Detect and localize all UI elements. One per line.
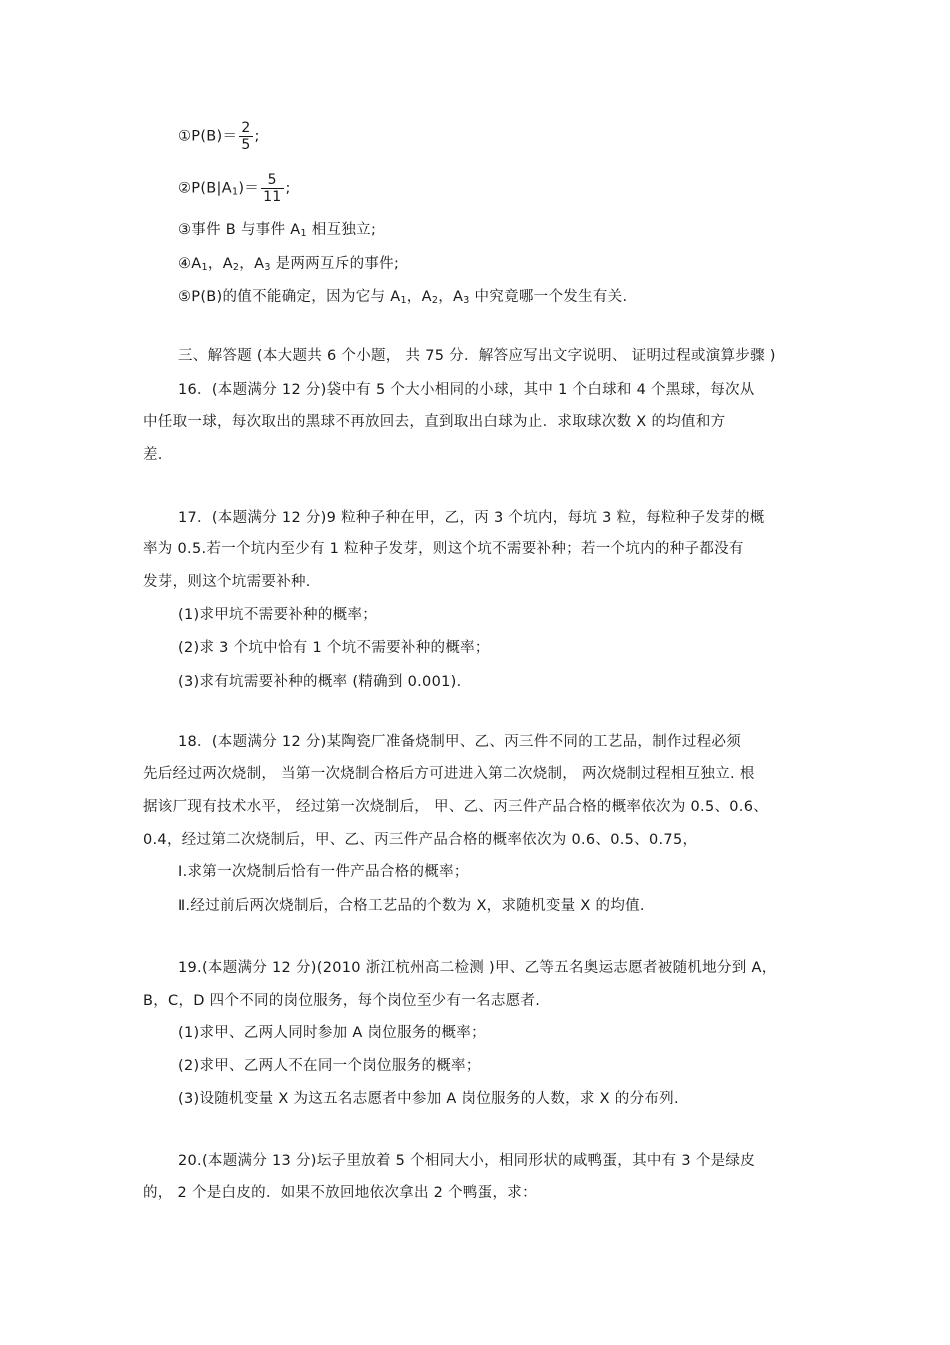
fraction: $\frac{2}{5}$ [241, 120, 251, 153]
q20-line-1: 20.(本题满分 13 分)坛子里放着 5 个相同大小，相同形状的咸鸭蛋，其中有 3 个是绿皮 [178, 1153, 756, 1169]
q18-part-1: Ⅰ.求第一次烧制后恰有一件产品合格的概率； [178, 864, 469, 880]
q18-part-2: Ⅱ.经过前后两次烧制后，合格工艺品的个数为 X，求随机变量 X 的均值. [178, 898, 645, 914]
q17-line-1: 17．(本题满分 12 分)9 粒种子种在甲，乙，丙 3 个坑内，每坑 3 粒，每粒种子发芽的概 [178, 510, 765, 526]
q19-line-2: B，C，D 四个不同的岗位服务，每个岗位至少有一名志愿者. [143, 993, 541, 1009]
section-heading: 三、解答题 (本大题共 6 个小题， 共 75 分．解答应写出文字说明、 证明过程或演算步骤 ) [178, 348, 776, 364]
q16-line-2: 中任取一球，每次取出的黑球不再放回去，直到取出白球为止．求取球次数 X 的均值和方 [143, 414, 726, 430]
q19-part-1: (1)求甲、乙两人同时参加 A 岗位服务的概率； [178, 1025, 486, 1041]
option-3: ③事件 B 与事件 $A_1$ 相互独立; [178, 222, 377, 239]
option-5: ⑤P(B)的值不能确定，因为它与 $A_1$，$A_2$，$A_3$ 中究竟哪一个发生有关. [178, 289, 628, 306]
q16-line-1: 16．(本题满分 12 分)袋中有 5 个大小相同的小球，其中 1 个白球和 4 个黑球，每次从 [178, 382, 755, 398]
option-2: $②P(B|A_1)=$ $\frac{5}{11}$ ; [178, 172, 291, 205]
q18-line-2: 先后经过两次烧制， 当第一次烧制合格后方可进进入第二次烧制， 两次烧制过程相互独立. 根 [143, 766, 755, 782]
q16-line-3: 差. [143, 447, 163, 463]
fraction: $\frac{5}{11}$ [263, 172, 282, 205]
q20-line-2: 的， 2 个是白皮的．如果不放回地依次拿出 2 个鸭蛋，求： [143, 1185, 537, 1201]
option-1: ①P(B)＝ $\frac{2}{5}$ ; [178, 120, 260, 153]
q19-line-1: 19.(本题满分 12 分)(2010 浙江杭州高二检测 )甲、乙等五名奥运志愿者被随机地分到 A， [178, 960, 777, 976]
q17-line-3: 发芽，则这个坑需要补种. [143, 574, 311, 590]
q17-part-1: (1)求甲坑不需要补种的概率； [178, 607, 378, 623]
q17-line-2: 率为 0.5.若一个坑内至少有 1 粒种子发芽，则这个坑不需要补种；若一个坑内的种子都没有 [143, 541, 744, 557]
option-4: $④A_1$，$A_2$，$A_3$ 是两两互斥的事件; [178, 256, 400, 273]
q17-part-2: (2)求 3 个坑中恰有 1 个坑不需要补种的概率； [178, 640, 490, 656]
q18-line-3: 据该厂现有技术水平， 经过第一次烧制后， 甲、乙、丙三件产品合格的概率依次为 0.5、0.6、 [143, 799, 769, 815]
q19-part-3: (3)设随机变量 X 为这五名志愿者中参加 A 岗位服务的人数，求 X 的分布列. [178, 1091, 679, 1107]
q18-line-4: 0.4，经过第二次烧制后，甲、乙、丙三件产品合格的概率依次为 0.6、0.5、0.75， [143, 832, 698, 848]
q17-part-3: (3)求有坑需要补种的概率 (精确到 0.001)． [178, 674, 472, 690]
q19-part-2: (2)求甲、乙两人不在同一个岗位服务的概率； [178, 1058, 481, 1074]
q18-line-1: 18．(本题满分 12 分)某陶瓷厂准备烧制甲、乙、丙三件不同的工艺品，制作过程必须 [178, 734, 742, 750]
